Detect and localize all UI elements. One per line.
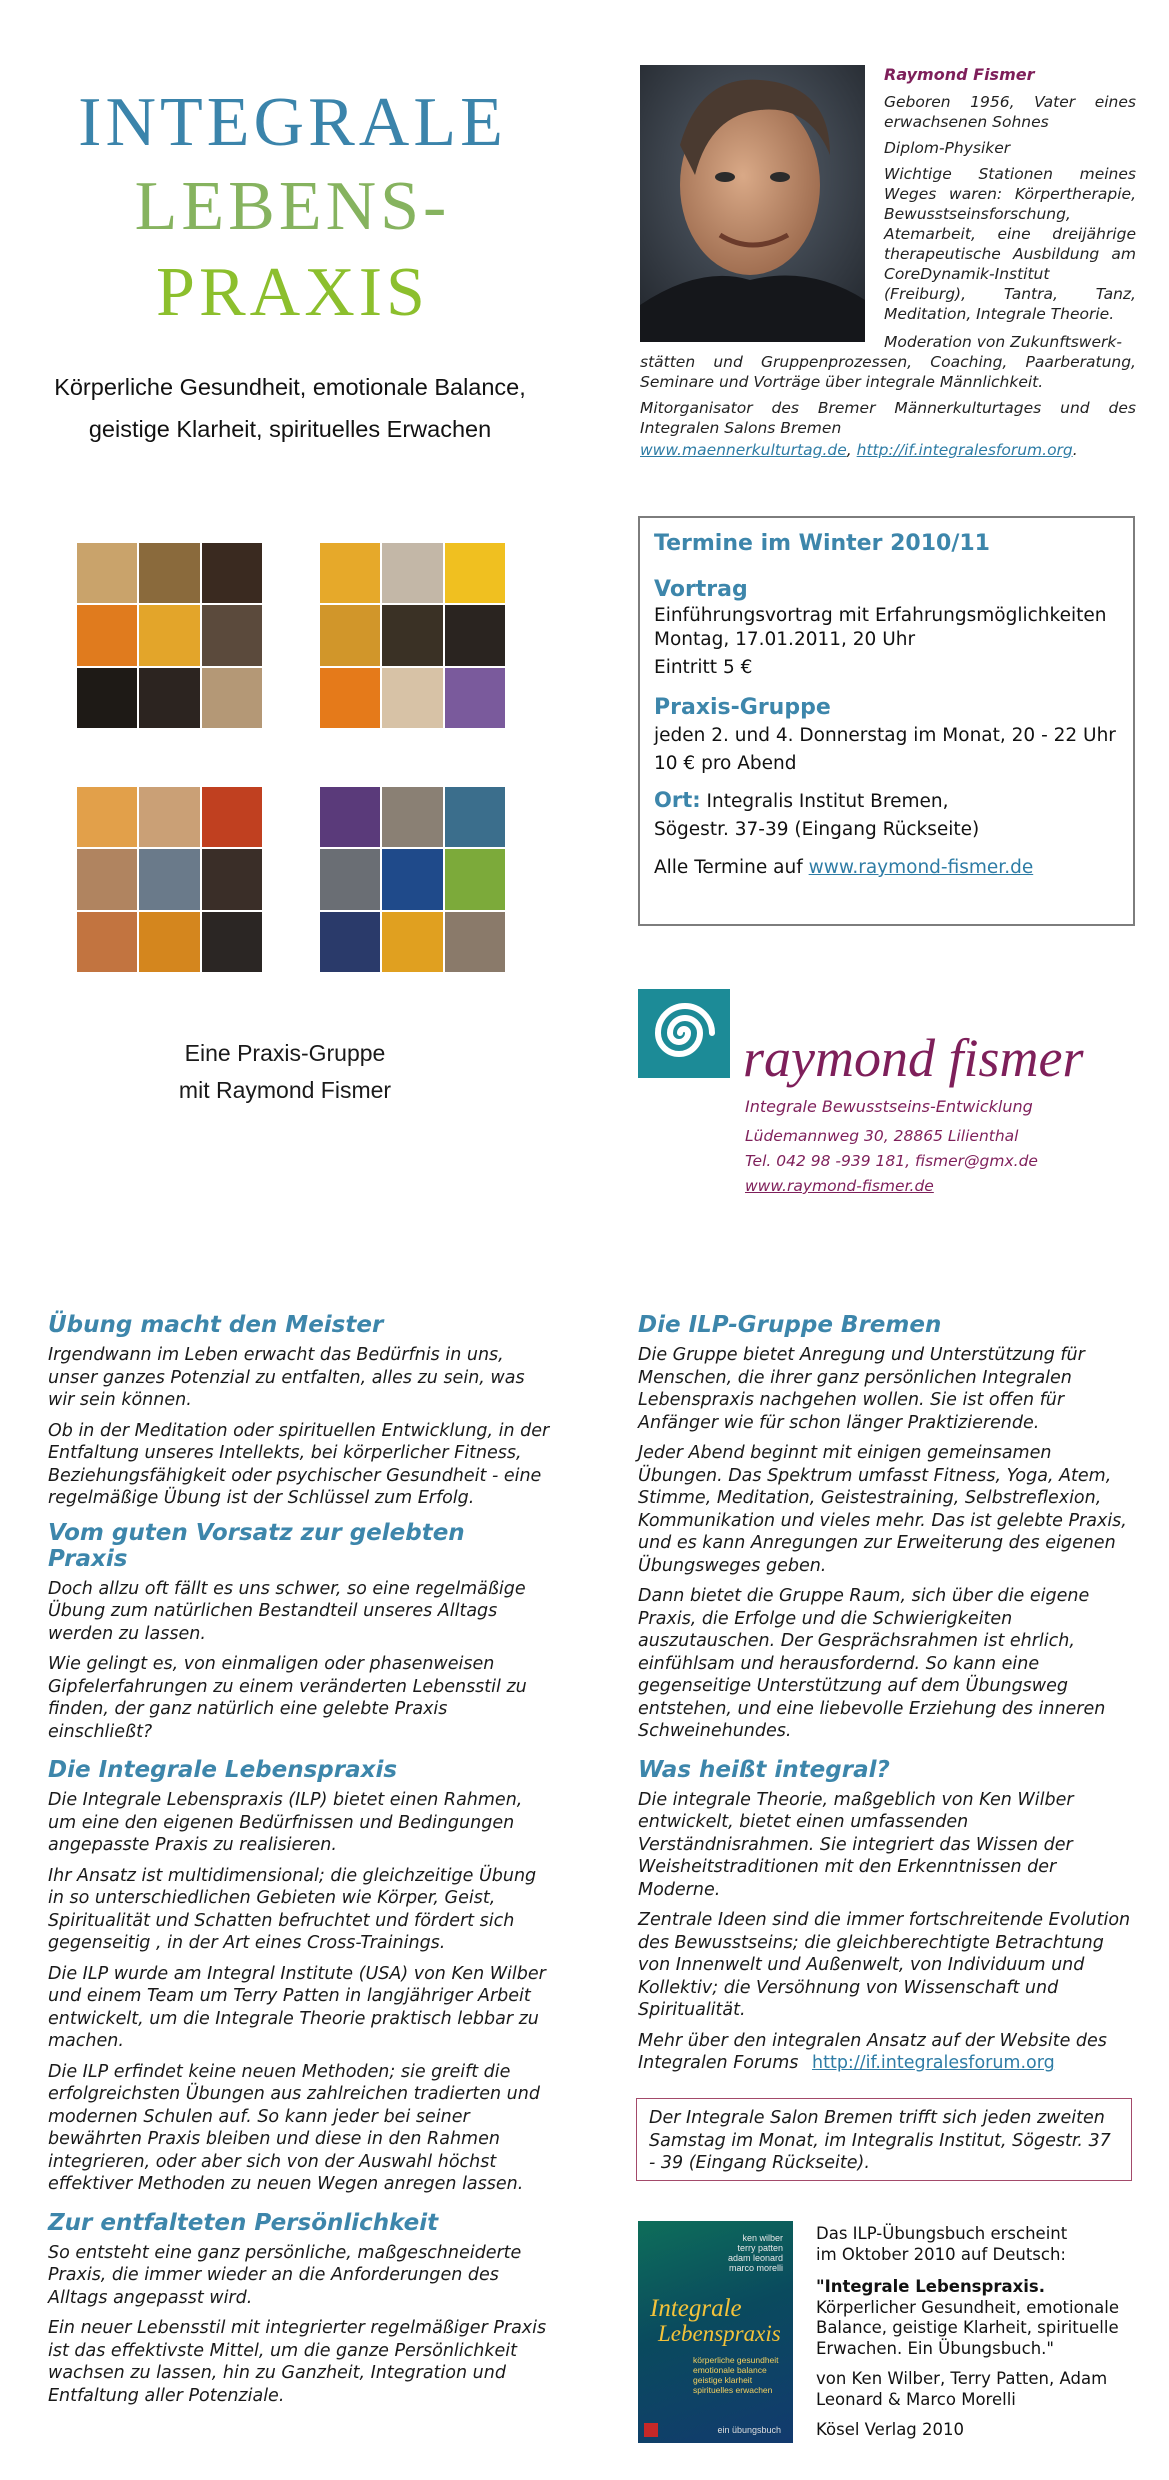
ilp-p4: Die ILP erfindet keine neuen Methoden; sie greift die erfolgreichsten Übungen aus zahlreichen tradierten und modernen Schulen auf. So kann jeder bei seiner bewährten Praxis bleiben und diese in den Rahmen integrieren, oder aber sich von der Auswahl höchst effektiver Methoden zu neuen Wegen anregen lassen. — [48, 2061, 540, 2194]
bio-moderation-rest: stätten und Gruppenprozessen, Coaching, Paarberatung, Seminare und Vorträge über integrale Männlichkeit. — [640, 353, 1136, 391]
bio-moderation-start: Moderation von Zukunftswerk- — [884, 333, 1122, 351]
vortrag-heading: Vortrag — [654, 577, 748, 602]
heading-persoenlichkeit: Zur entfalteten Persönlichkeit — [48, 2209, 439, 2236]
book-title-rest: Körperlicher Gesundheit, emotionale Balance, geistige Klarheit, spirituelle Erwachen. Ein Übungsbuch." — [816, 2297, 1120, 2358]
integral-p3 — [638, 2030, 1138, 2075]
eintritt: Eintritt 5 € — [654, 657, 753, 678]
bio-degree: Diplom-Physiker — [884, 139, 1011, 157]
book-cover — [638, 2221, 793, 2443]
integral-p3-text: Mehr über den integralen Ansatz auf der Website des Integralen Forums — [638, 2030, 1107, 2073]
spiral-logo-icon — [638, 989, 730, 1078]
logo-tagline: Integrale Bewusstseins-Entwicklung — [745, 1097, 1033, 1116]
bio-links — [640, 440, 1136, 460]
ort-label: Ort: — [654, 788, 701, 812]
link-end: . — [1072, 441, 1078, 459]
termine-box — [638, 516, 1135, 926]
book-authors: von Ken Wilber, Terry Patten, Adam Leonard & Marco Morelli — [816, 2369, 1108, 2409]
link-maennerkulturtag[interactable]: www.maennerkulturtag.de — [640, 441, 847, 459]
termine-website-link[interactable]: www.raymond-fismer.de — [808, 857, 1034, 878]
integral-p2: Zentrale Ideen sind die immer fortschreitende Evolution des Bewusstseins; die gleichberechtigte Betrachtung von Innenwelt und Außenwelt, von Individuum und Kollektiv; die Versöhnung von Wissenschaft und Spiritualität. — [638, 1910, 1131, 2020]
praxis-caption-line-2: mit Raymond Fismer — [178, 1077, 392, 1103]
uebung-p2: Ob in der Meditation oder spirituellen Entwicklung, in der Entfaltung unseres Intellekts, bei körperlicher Fitness, Beziehungsfähigkeit oder psychischer Gesundheit - eine regelmäßige Übung ist der Schlüssel zum Erfolg. — [48, 1420, 550, 1508]
vorsatz-p1: Doch allzu oft fällt es uns schwer, so eine regelmäßige Übung zum natürlichen Bestandteil unseres Alltags werden zu lassen. — [48, 1578, 526, 1644]
left-column — [48, 1312, 550, 2415]
book-info — [816, 2224, 1126, 2441]
integral-p1: Die integrale Theorie, maßgeblich von Ken Wilber entwickelt, bietet einen umfassenden Verständnisrahmen. Sie integriert das Wissen der Weisheitstraditionen mit den Erkenntnissen der Moderne. — [638, 1789, 1074, 1900]
vorsatz-p2: Wie gelingt es, von einmaligen oder phasenweisen Gipfelerfahrungen zu einem veränderten Lebensstil zu finden, der ganz natürlich eine gelebte Praxis einschließt? — [48, 1654, 527, 1742]
ort-line-2: Sögestr. 37-39 (Eingang Rückseite) — [654, 819, 980, 840]
alle-termine — [654, 856, 1119, 880]
collage-bottom-left — [77, 787, 262, 972]
heading-ilp: Die Integrale Lebenspraxis — [48, 1757, 398, 1783]
book-intro-line-2: im Oktober 2010 auf Deutsch: — [816, 2244, 1066, 2264]
publisher-logo-icon — [644, 2423, 658, 2437]
gruppe-p2: Jeder Abend beginnt mit einigen gemeinsamen Übungen. Das Spektrum umfasst Fitness, Yoga, Atem, Stimme, Meditation, Geistestraining, Selbstreflexion, Kommunikation und vieles mehr. Das ist gelebte Praxis, und es kann Anregungen zur Erweiterung des eigenen Übungsweges geben. — [638, 1443, 1127, 1576]
title-line-2: LEBENS- — [134, 168, 451, 245]
logo-address: Lüdemannweg 30, 28865 Lilienthal — [745, 1127, 1019, 1145]
heading-uebung: Übung macht den Meister — [48, 1312, 384, 1338]
book-cover-footer: ein übungsbuch — [717, 2425, 781, 2435]
vortrag-line-1: Einführungsvortrag mit Erfahrungsmöglichkeiten — [654, 605, 1107, 626]
bio-cofounder: Mitorganisator des Bremer Männerkulturtages und des Integralen Salons Bremen — [640, 399, 1136, 437]
ilp-p2: Ihr Ansatz ist multidimensional; die gleichzeitige Übung in so unterschiedlichen Gebieten wie Körper, Geist, Spiritualität und Schatten befruchtet und fördert sich gegenseitig , in der Art eines Cross-Trainings. — [48, 1865, 537, 1953]
heading-vorsatz: Vom guten Vorsatz zur gelebten Praxis — [48, 1519, 465, 1572]
vortrag-line-2: Montag, 17.01.2011, 20 Uhr — [654, 629, 916, 650]
gruppe-line-1: jeden 2. und 4. Donnerstag im Monat, 20 - 22 Uhr — [654, 725, 1116, 746]
bio-stations: Wichtige Stationen meines Weges waren: Körpertherapie, Bewusstseinsforschung, Atemarbeit, eine dreijährige therapeutische Ausbildung am CoreDynamik-Institut (Freiburg), Tantra, Tanz, Meditation, Integrale Theorie. — [884, 165, 1136, 323]
collage-bottom-right — [320, 787, 505, 972]
book-cover-subtitle: körperliche gesundheit emotionale balance geistige klarheit spirituelles erwachen — [693, 2355, 779, 2395]
book-cover-authors: ken wilber terry patten adam leonard marco morelli — [727, 2233, 783, 2273]
ilp-p3: Die ILP wurde am Integral Institute (USA) von Ken Wilber und einem Team um Terry Patten in langjähriger Arbeit entwickelt, um die Integrale Theorie praktisch lebbar zu machen. — [48, 1963, 546, 2051]
termine-heading: Termine im Winter 2010/11 — [654, 531, 990, 556]
book-publisher: Kösel Verlag 2010 — [816, 2420, 965, 2439]
persoenlichkeit-p2: Ein neuer Lebensstil mit integrierter regelmäßiger Praxis ist das effektivste Mittel, um die ganze Persönlichkeit wachsen zu lassen, hin zu Ganzheit, Integration und Entfaltung aller Potenziale. — [48, 2318, 547, 2406]
subtitle — [40, 366, 540, 450]
subtitle-line-2: geistige Klarheit, spirituelles Erwachen — [88, 416, 492, 442]
gruppe-line-2: 10 € pro Abend — [654, 753, 797, 774]
portrait-image — [640, 65, 865, 342]
praxis-caption-line-1: Eine Praxis-Gruppe — [184, 1040, 386, 1066]
praxis-caption — [110, 1035, 460, 1109]
book-cover-title-2: Lebenspraxis — [658, 2321, 781, 2346]
collage-top-left — [77, 543, 262, 728]
salon-text: Der Integrale Salon Bremen trifft sich jeden zweiten Samstag im Monat, im Integralis Institut, Sögestr. 37 - 39 (Eingang Rückseite). — [649, 2108, 1111, 2173]
book-cover-title-1: Integrale — [650, 2295, 742, 2322]
link-integralesforum[interactable]: http://if.integralesforum.org — [856, 441, 1073, 459]
persoenlichkeit-p1: So entsteht eine ganz persönliche, maßgeschneiderte Praxis, die immer wieder an die Anforderungen des Alltags angepasst wird. — [48, 2242, 522, 2308]
heading-integral: Was heißt integral? — [638, 1756, 890, 1783]
gruppe-p3: Dann bietet die Gruppe Raum, sich über die eigene Praxis, die Erfolge und die Schwierigkeiten auszutauschen. Der Gesprächsrahmen ist ehrlich, einfühlsam und herausfordernd. So kann eine gegenseitige Unterstützung auf dem Übungsweg entstehen, und eine liebevolle Erziehung des inneren Schweinehundes. — [638, 1586, 1106, 1741]
logo-contact: Tel. 042 98 -939 181, fismer@gmx.de — [745, 1152, 1038, 1170]
title-line-1: INTEGRALE — [78, 84, 507, 161]
logo-website-link[interactable]: www.raymond-fismer.de — [745, 1177, 934, 1195]
logo-wordmark: raymond fismer — [743, 1028, 1084, 1088]
ort-line-1 — [654, 788, 1119, 814]
heading-ilp-gruppe: Die ILP-Gruppe Bremen — [638, 1312, 942, 1338]
alle-termine-prefix: Alle Termine auf — [654, 857, 803, 878]
ilp-p1: Die Integrale Lebenspraxis (ILP) bietet einen Rahmen, um eine den eigenen Bedürfnissen und Bedingungen angepasste Praxis zu realisieren. — [48, 1790, 523, 1855]
ort-value: Integralis Institut Bremen, — [706, 791, 949, 812]
book-title — [816, 2277, 1126, 2359]
bio-name: Raymond Fismer — [884, 65, 1035, 84]
subtitle-line-1: Körperliche Gesundheit, emotionale Balance, — [54, 374, 526, 400]
integralesforum-link[interactable]: http://if.integralesforum.org — [812, 2053, 1055, 2073]
salon-box — [636, 2098, 1132, 2181]
book-title-bold: "Integrale Lebenspraxis. — [816, 2277, 1045, 2296]
link-separator: , — [846, 441, 852, 459]
uebung-p1: Irgendwann im Leben erwacht das Bedürfnis in uns, unser ganzes Potenzial zu entfalten, alles zu sein, was wir sein können. — [48, 1345, 525, 1410]
bio-born: Geboren 1956, Vater eines erwachsenen Sohnes — [884, 93, 1136, 131]
title-line-3: PRAXIS — [156, 254, 429, 331]
profile-photo — [640, 65, 865, 342]
collage-top-right — [320, 543, 505, 728]
praxis-gruppe-heading: Praxis-Gruppe — [654, 695, 831, 720]
gruppe-p1: Die Gruppe bietet Anregung und Unterstützung für Menschen, die ihrer ganz persönlichen Integralen Lebenspraxis nachgehen wollen. Sie ist offen für Anfänger wie für schon länger Praktizierende. — [638, 1345, 1085, 1433]
right-column — [638, 1312, 1138, 2083]
book-intro-line-1: Das ILP-Übungsbuch erscheint — [816, 2224, 1068, 2243]
